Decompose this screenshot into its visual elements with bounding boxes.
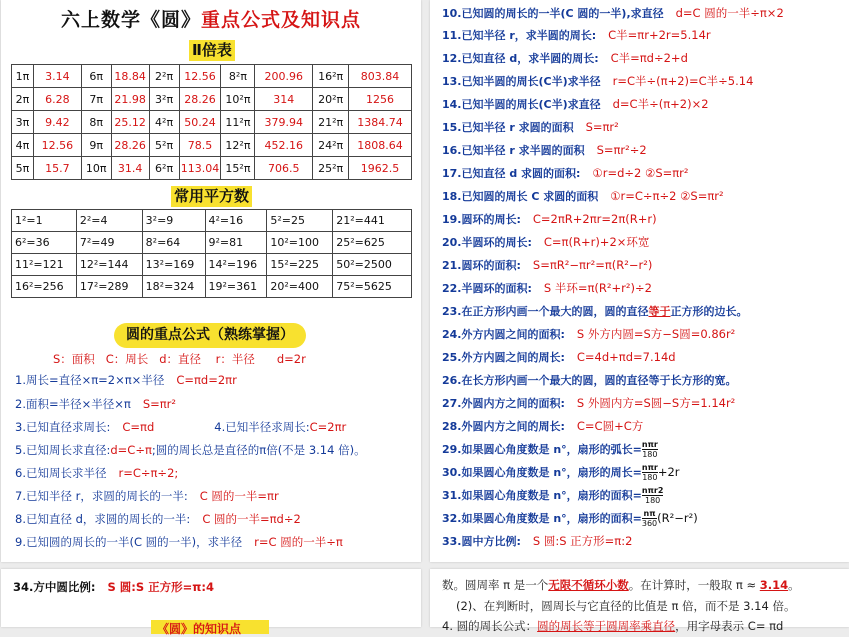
square-value: 361 (236, 280, 258, 293)
square-value: 144 (107, 258, 129, 271)
formula-value: S=πr² (585, 120, 619, 134)
formula-item (15, 511, 301, 529)
formula-label: 17.已知直径 d 求圆的面积: (442, 167, 581, 180)
times-table-heading: Ⅱ倍表 (189, 40, 235, 61)
product-cell: 31.4 (111, 157, 149, 180)
multiplier-cell: 21²π (313, 111, 349, 134)
formula-item (442, 418, 643, 436)
formula-label: 31.如果圆心角度数是 n°，扇形的面积= (442, 489, 642, 502)
product-cell: 28.26 (179, 88, 221, 111)
square-expr: 13²= (145, 258, 174, 271)
multiplier-cell: 10²π (221, 88, 255, 111)
formula-value: S=πR²−πr²=π(R²−r²) (532, 258, 653, 272)
square-value: 81 (229, 236, 244, 249)
square-value: 64 (166, 236, 181, 249)
formula-label: 16.已知半径 r 求半圆的面积 (442, 144, 585, 157)
times-table (11, 64, 412, 180)
square-value: 196 (236, 258, 258, 271)
product-cell: 21.98 (111, 88, 149, 111)
square-cell (12, 276, 77, 298)
product-cell: 314 (255, 88, 313, 111)
formula-item (15, 419, 346, 437)
square-cell (205, 210, 267, 232)
formula-item (442, 303, 748, 321)
square-expr: 17²= (79, 280, 108, 293)
formula-tail: (R²−r²) (657, 511, 698, 525)
table-row (12, 276, 412, 298)
formula-item (15, 488, 279, 506)
product-cell: 1808.64 (349, 134, 412, 157)
square-value: 100 (298, 236, 320, 249)
multiplier-cell: 20²π (313, 88, 349, 111)
square-value: 4 (100, 214, 108, 227)
product-cell: 706.5 (255, 157, 313, 180)
formula-label: 23.在正方形内画一个最大的圆，圆的直径 (442, 305, 649, 318)
formula-value: d=C 圆的一半÷π×2 (675, 6, 784, 20)
formula-label: 33.圆中方比例: (442, 535, 521, 548)
formula-item (442, 463, 680, 481)
formula-note: 正方形的边长。 (670, 305, 748, 318)
formula-item (15, 534, 343, 552)
square-expr: 16²= (15, 280, 43, 293)
square-expr: 7²= (79, 236, 101, 249)
title-black: 六上数学《圆》 (60, 9, 201, 31)
fraction-denominator: 180 (642, 473, 658, 482)
product-cell: 15.7 (33, 157, 81, 180)
formula-label: 28.外圆内方之间的周长: (442, 420, 565, 433)
pi-text-c: 。在计算时，一般取 π ≈ (628, 578, 760, 592)
fraction (642, 463, 658, 482)
squares-table (11, 209, 412, 298)
formula-label: 30.如果圆心角度数是 n°，扇形的周长= (442, 466, 642, 479)
multiplier-cell: 5π (12, 157, 34, 180)
circ-text-b: 圆的周长等于圆周率乘直径 (537, 619, 676, 633)
square-expr: 2²= (79, 214, 101, 227)
multiplier-cell: 9π (81, 134, 111, 157)
formula-value: d=C÷π (110, 443, 152, 457)
product-cell: 3.14 (33, 65, 81, 88)
square-expr: 3²= (145, 214, 167, 227)
square-cell (267, 254, 333, 276)
fraction-numerator: nπr (641, 463, 658, 472)
formula-tail: +2r (657, 465, 680, 479)
square-value: 289 (107, 280, 129, 293)
formula-value: C=4d+πd=7.14d (576, 350, 676, 364)
square-cell (333, 254, 412, 276)
multiplier-cell: 11²π (221, 111, 255, 134)
formula-item (442, 326, 735, 344)
right-page (430, 0, 849, 562)
pi-text-e: 。 (788, 578, 800, 592)
product-cell: 1256 (349, 88, 412, 111)
pi-text-a: 数。圆周率 π 是一个 (442, 578, 549, 592)
formula-label: 32.如果圆心角度数是 n°，扇形的面积= (442, 512, 642, 525)
fraction-denominator: 180 (642, 450, 658, 459)
formula-label: 29.如果圆心角度数是 n°，扇形的弧长= (442, 443, 642, 456)
formula-value: C=C圆+C方 (576, 419, 644, 433)
square-value: 9 (166, 214, 174, 227)
square-cell (76, 276, 142, 298)
formula-item (442, 280, 652, 298)
formula-label: 7.已知半径 r，求圆的周长的一半: (15, 489, 188, 503)
square-value: 5625 (363, 280, 392, 293)
square-expr: 14²= (208, 258, 237, 271)
table-row (12, 111, 412, 134)
square-value: 324 (173, 280, 195, 293)
square-value: 400 (298, 280, 320, 293)
table-row (12, 210, 412, 232)
formula-label: 20.半圆环的周长: (442, 236, 532, 249)
square-value: 2500 (363, 258, 392, 271)
formula-value: ①r=d÷2 ②S=πr² (592, 166, 689, 180)
product-cell: 803.84 (349, 65, 412, 88)
product-cell: 200.96 (255, 65, 313, 88)
title-red: 重点公式及知识点 (201, 9, 362, 31)
table-row (12, 254, 412, 276)
square-cell (333, 276, 412, 298)
square-cell (267, 232, 333, 254)
square-value: 625 (363, 236, 385, 249)
product-cell: 28.26 (111, 134, 149, 157)
square-cell (76, 210, 142, 232)
multiplier-cell: 4π (12, 134, 34, 157)
formula-label: 10.已知圆的周长的一半(C 圆的一半),求直径 (442, 7, 664, 20)
square-cell (267, 276, 333, 298)
table-row (12, 134, 412, 157)
product-cell: 9.42 (33, 111, 81, 134)
formula-value: C=πd (122, 420, 155, 434)
product-cell: 113.04 (179, 157, 221, 180)
square-value: 16 (229, 214, 244, 227)
square-expr: 20²= (270, 280, 299, 293)
formula-item (442, 73, 753, 91)
square-cell (205, 254, 267, 276)
square-cell (12, 232, 77, 254)
table-row (12, 157, 412, 180)
square-expr: 8²= (145, 236, 167, 249)
square-expr: 1²= (15, 214, 36, 227)
pi-text-b: 无限不循环小数 (548, 578, 629, 592)
formula-note: ;圆的周长总是直径的π倍(不是 3.14 倍)。 (151, 443, 366, 457)
product-cell: 18.84 (111, 65, 149, 88)
product-cell: 1962.5 (349, 157, 412, 180)
square-value: 1 (35, 214, 43, 227)
square-expr: 12²= (79, 258, 108, 271)
multiplier-cell: 1π (12, 65, 34, 88)
fraction-denominator: 180 (645, 496, 661, 505)
formula-value: C 圆的一半=πd÷2 (202, 512, 301, 526)
table-row (12, 232, 412, 254)
formula-item (442, 96, 709, 114)
formula-label: 12.已知直径 d，求半圆的周长: (442, 52, 599, 65)
item-34-label: 34.方中圆比例: (13, 580, 96, 594)
formula-label: 27.外圆内方之间的面积: (442, 397, 565, 410)
formula-note: 4.已知半径求周长: (214, 420, 310, 434)
formula-item (442, 486, 663, 504)
square-expr: 9²= (208, 236, 230, 249)
multiplier-cell: 6²π (149, 157, 179, 180)
item-34-formula: S 圆:S 正方形=π:4 (107, 580, 215, 594)
table-row (12, 88, 412, 111)
fraction (642, 509, 657, 528)
square-expr: 6²= (15, 236, 36, 249)
fraction (642, 440, 658, 459)
square-cell (267, 210, 333, 232)
circ-text-a: 4. 圆的周长公式： (442, 619, 538, 633)
multiplier-cell: 8²π (221, 65, 255, 88)
formula-item (442, 119, 619, 137)
multiplier-cell: 24²π (313, 134, 349, 157)
square-cell (205, 232, 267, 254)
formula-item (442, 142, 647, 160)
multiplier-cell: 3²π (149, 88, 179, 111)
formula-label: 26.在长方形内画一个最大的圆，圆的直径等于长方形的宽。 (442, 374, 737, 387)
left-page (1, 0, 421, 562)
square-expr: 10²= (270, 236, 299, 249)
formula-item (442, 165, 689, 183)
formula-value: C半=πd÷2+d (610, 51, 688, 65)
formula-item (442, 211, 657, 229)
bottom-right-page (430, 569, 849, 633)
formula-label: 22.半圆环的面积: (442, 282, 532, 295)
formula-value: S 圆:S 正方形=π:2 (532, 534, 633, 548)
formula-item (442, 27, 711, 45)
square-value: 49 (100, 236, 115, 249)
formula-value: S=πr²÷2 (596, 143, 647, 157)
formula-value: C 圆的一半=πr (199, 489, 279, 503)
square-value: 121 (42, 258, 64, 271)
square-expr: 21²= (336, 214, 364, 227)
square-expr: 15²= (270, 258, 299, 271)
square-cell (142, 210, 205, 232)
square-cell (142, 276, 205, 298)
multiplier-cell: 6π (81, 65, 111, 88)
fraction-numerator: nπr2 (641, 486, 664, 495)
product-cell: 78.5 (179, 134, 221, 157)
square-expr: 18²= (145, 280, 174, 293)
formula-legend: S：面积 C：周长 d：直径 r：半径 d=2r (53, 352, 306, 366)
multiplier-cell: 10π (81, 157, 111, 180)
formula-label: 14.已知半圆的周长(C半)求直径 (442, 98, 601, 111)
square-value: 25 (291, 214, 306, 227)
multiplier-cell: 5²π (149, 134, 179, 157)
knowledge-heading: 《圆》的知识点 (151, 620, 269, 634)
formula-value: C=2πR+2πr=2π(R+r) (532, 212, 657, 226)
formula-item (442, 372, 737, 390)
formula-label: 11.已知半径 r，求半圆的周长: (442, 29, 597, 42)
product-cell: 12.56 (33, 134, 81, 157)
formula-label: 9.已知圆的周长的一半(C 圆的一半)，求半径 (15, 535, 243, 549)
square-expr: 75²= (336, 280, 364, 293)
pi-note: (2)、在判断时，圆周长与它直径的比值是 π 倍，而不是 3.14 倍。 (456, 599, 796, 613)
fraction (642, 486, 664, 505)
product-cell: 50.24 (179, 111, 221, 134)
square-value: 441 (363, 214, 385, 227)
square-value: 36 (35, 236, 50, 249)
formula-label: 5.已知周长求直径: (15, 443, 111, 457)
formula-value: r=C 圆的一半÷π (254, 535, 343, 549)
formula-value: C=πd=2πr (176, 373, 237, 387)
formula-value: r=C半÷(π+2)=C半÷5.14 (612, 74, 754, 88)
fraction-numerator: nπ (643, 509, 656, 518)
square-value: 225 (298, 258, 320, 271)
formula-item (442, 5, 784, 23)
formula-label: 15.已知半径 r 求圆的面积 (442, 121, 574, 134)
square-expr: 19²= (208, 280, 237, 293)
formula-value: 等于 (648, 305, 671, 318)
multiplier-cell: 25²π (313, 157, 349, 180)
formula-value: C半=πr+2r=5.14r (608, 28, 711, 42)
formula-value: ①r=C÷π÷2 ②S=πr² (610, 189, 724, 203)
formula-label: 13.已知半圆的周长(C半)求半径 (442, 75, 601, 88)
multiplier-cell: 16²π (313, 65, 349, 88)
square-expr: 25²= (336, 236, 364, 249)
formula-label: 3.已知直径求周长: (15, 420, 111, 434)
formula-value: S 半环=π(R²+r²)÷2 (543, 281, 652, 295)
square-cell (76, 232, 142, 254)
formula-item (15, 465, 178, 483)
fraction-denominator: 360 (641, 519, 658, 528)
formula-label: 2.面积=半径×半径×π (15, 397, 131, 411)
circ-text-c: ，用字母表示 C= πd (675, 619, 784, 633)
formula-item (15, 372, 237, 390)
multiplier-cell: 2²π (149, 65, 179, 88)
circumference-formula (442, 618, 783, 634)
formula-item (442, 257, 652, 275)
product-cell: 1384.74 (349, 111, 412, 134)
product-cell: 379.94 (255, 111, 313, 134)
multiplier-cell: 8π (81, 111, 111, 134)
multiplier-cell: 7π (81, 88, 111, 111)
formula-value-2: C=2πr (309, 420, 347, 434)
formula-label: 8.已知直径 d，求圆的周长的一半: (15, 512, 191, 526)
square-expr: 4²= (208, 214, 230, 227)
multiplier-cell: 12²π (221, 134, 255, 157)
square-value: 169 (173, 258, 195, 271)
squares-table-heading: 常用平方数 (171, 186, 252, 207)
page-title (1, 5, 421, 32)
formula-label: 18.已知圆的周长 C 求圆的面积 (442, 190, 599, 203)
formula-value: r=C÷π÷2; (118, 466, 179, 480)
formula-label: 24.外方内圆之间的面积: (442, 328, 565, 341)
formula-label: 19.圆环的周长: (442, 213, 521, 226)
formula-item (442, 440, 658, 458)
product-cell: 6.28 (33, 88, 81, 111)
square-cell (142, 254, 205, 276)
formula-label: 21.圆环的面积: (442, 259, 521, 272)
square-cell (333, 232, 412, 254)
pi-text-d: 3.14 (759, 578, 789, 592)
square-value: 256 (42, 280, 64, 293)
formula-item (442, 188, 724, 206)
bottom-left-page (1, 569, 421, 636)
formula-label: 25.外方内圆之间的周长: (442, 351, 565, 364)
product-cell: 452.16 (255, 134, 313, 157)
multiplier-cell: 3π (12, 111, 34, 134)
square-cell (142, 232, 205, 254)
square-cell (12, 254, 77, 276)
formula-item (442, 50, 688, 68)
square-expr: 11²= (15, 258, 43, 271)
formula-item (15, 442, 366, 460)
formula-value: S 外方内圆=S方−S圆=0.86r² (576, 327, 736, 341)
pi-description (442, 577, 800, 593)
table-row (12, 65, 412, 88)
formula-item (442, 533, 632, 551)
square-cell (333, 210, 412, 232)
item-34 (13, 579, 214, 595)
formula-label: 6.已知周长求半径 (15, 466, 107, 480)
product-cell: 25.12 (111, 111, 149, 134)
multiplier-cell: 15²π (221, 157, 255, 180)
square-cell (76, 254, 142, 276)
multiplier-cell: 2π (12, 88, 34, 111)
fraction-numerator: nπr (641, 440, 658, 449)
formula-value: S=πr² (142, 397, 177, 411)
formula-item (442, 395, 735, 413)
formula-item (15, 396, 176, 414)
formula-value: S 外圆内方=S圆−S方=1.14r² (576, 396, 736, 410)
square-cell (12, 210, 77, 232)
multiplier-cell: 4²π (149, 111, 179, 134)
formula-item (442, 349, 676, 367)
formula-value: d=C半÷(π+2)×2 (612, 97, 709, 111)
key-formulas-heading: 圆的重点公式（熟练掌握） (114, 323, 306, 348)
formula-item (442, 234, 649, 252)
square-expr: 50²= (336, 258, 364, 271)
formula-label: 1.周长=直径×π=2×π×半径 (15, 373, 165, 387)
formula-item (442, 509, 698, 527)
formula-value: C=π(R+r)+2×环宽 (543, 235, 650, 249)
square-cell (205, 276, 267, 298)
product-cell: 12.56 (179, 65, 221, 88)
square-expr: 5²= (270, 214, 292, 227)
